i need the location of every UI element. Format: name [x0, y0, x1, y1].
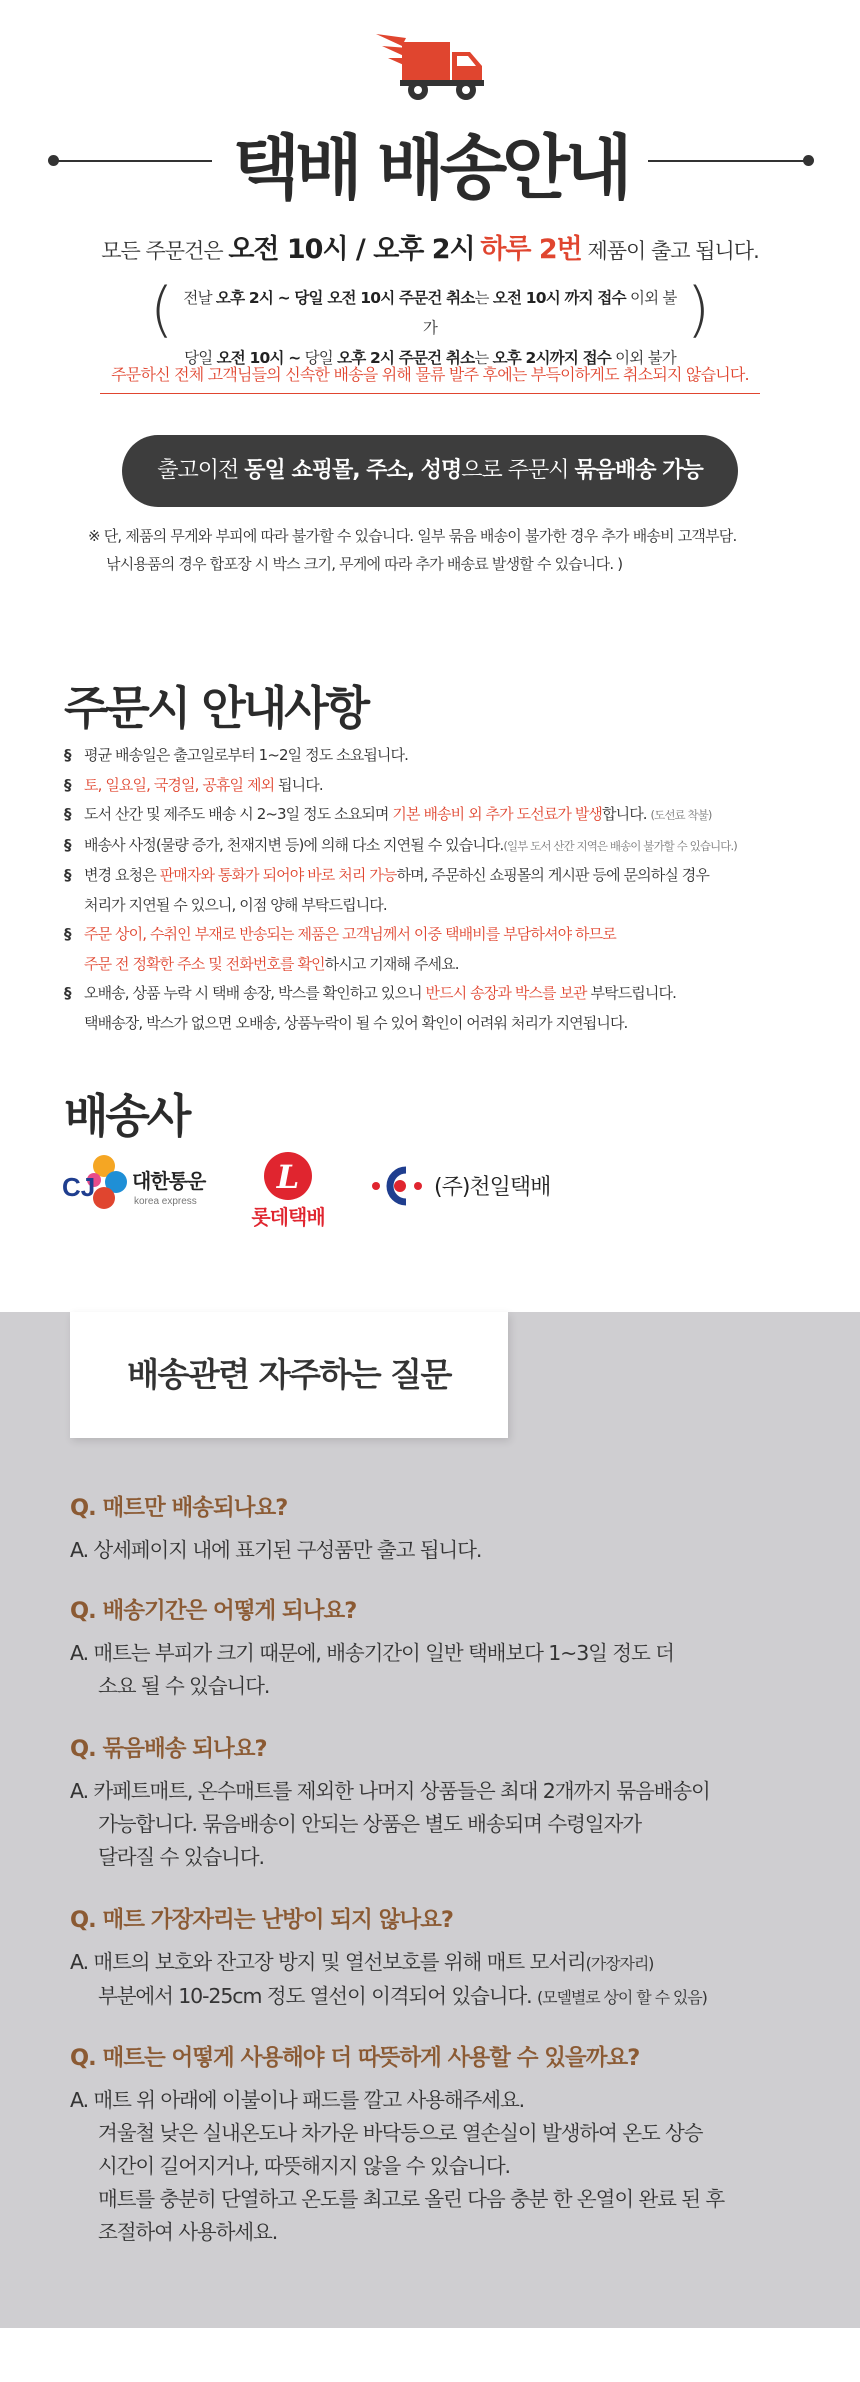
rule-text: 합니다. — [602, 805, 647, 823]
rule-item — [64, 831, 844, 862]
lead-time: 오전 10시 / 오후 2시 — [228, 234, 475, 265]
faq-question: Q. 매트만 배송되나요? — [70, 1495, 288, 1521]
cancel-rule-1-e: 이외 불가 — [422, 289, 677, 337]
cancel-rule-2-b: 오전 10시 ~ — [216, 349, 301, 367]
lead-suffix: 제품이 출고 됩니다. — [587, 239, 759, 263]
cj-sub-text: korea express — [134, 1196, 197, 1207]
faq-item — [70, 1902, 810, 2014]
title-row — [0, 118, 860, 218]
lead-prefix: 모든 주문건은 — [101, 239, 223, 263]
cancel-rule-2-f: 오후 2시까지 접수 — [492, 349, 611, 367]
rule-text: 도서 산간 및 제주도 배송 시 2~3일 정도 소요되며 — [84, 805, 389, 823]
lead-twice: 하루 2번 — [480, 234, 582, 265]
cancel-rule-2-e: 는 — [474, 349, 489, 367]
faq-item — [70, 2040, 810, 2249]
cancel-rule-1-a: 전날 — [183, 289, 212, 307]
faq-question: Q. 배송기간은 어떻게 되나요? — [70, 1598, 357, 1624]
section-symbol: § — [64, 805, 71, 823]
rule-text: 배송사 사정(물량 증가, 천재지변 등)에 의해 다소 지연될 수 있습니다. — [84, 835, 504, 854]
rule-text: 부탁드립니다. — [590, 984, 676, 1002]
no-cancel-notice: 주문하신 전체 고객님들의 신속한 배송을 위해 물류 발주 후에는 부득이하게도 취소되지 않습니다. — [100, 362, 760, 394]
faq-answer-line: 시간이 길어지거나, 따뜻해지지 않을 수 있습니다. — [98, 2154, 510, 2178]
rule-item — [64, 920, 844, 979]
faq-answer-text: 부분에서 10-25cm 정도 열선이 이격되어 있습니다. — [98, 1984, 532, 2008]
section-symbol: § — [64, 866, 71, 884]
faq-answer-line: A. 매트 위 아래에 이불이나 패드를 깔고 사용해주세요. — [70, 2088, 525, 2112]
chunil-name-text: (주)천일택배 — [434, 1175, 551, 1200]
faq-answer-line: 조절하여 사용하세요. — [98, 2220, 278, 2244]
rule-text: 변경 요청은 — [84, 866, 156, 884]
rule-highlight: 판매자와 통화가 되어야 바로 처리 가능 — [159, 866, 397, 884]
rule-item — [64, 741, 844, 771]
faq-question: Q. 매트는 어떻게 사용해야 더 따뜻하게 사용할 수 있을까요? — [70, 2045, 640, 2071]
cancel-rule-1-c: 는 — [474, 289, 489, 307]
rule-continuation — [64, 950, 844, 980]
faq-question: Q. 묶음배송 되나요? — [70, 1736, 267, 1762]
lotte-mark-text: L — [276, 1158, 300, 1196]
bundle-shipping-banner — [122, 435, 738, 507]
faq-answer-line: 소요 될 수 있습니다. — [98, 1674, 270, 1698]
cancel-rule-2-d: 오후 2시 주문건 취소 — [337, 349, 475, 367]
rule-small-note: (도선료 착불) — [650, 808, 712, 822]
left-parenthesis: ( — [150, 275, 174, 345]
order-notice-heading: 주문시 안내사항 — [64, 681, 368, 735]
rule-text: 됩니다. — [278, 775, 323, 794]
faq-answer-line: 겨울철 낮은 실내온도나 차가운 바닥등으로 열손실이 발생하여 온도 상승 — [98, 2121, 703, 2145]
section-symbol: § — [64, 984, 71, 1002]
faq-answer — [70, 1775, 810, 1874]
faq-item — [70, 1593, 810, 1703]
rule-continuation: 택배송장, 박스가 없으면 오배송, 상품누락이 될 수 있어 확인이 어려워 처리가 지연됩니다. — [84, 1013, 628, 1032]
order-notice-list — [64, 741, 844, 1038]
faq-answer-small: (가장자리) — [585, 1954, 654, 1973]
delivery-truck-icon — [372, 28, 488, 106]
carrier-logos — [60, 1150, 660, 1230]
cancel-rule-2-c: 당일 — [304, 349, 333, 367]
bundle-condition: 동일 쇼핑몰, 주소, 성명 — [244, 458, 462, 483]
chunil-logo — [370, 1166, 630, 1206]
bundle-footnote — [88, 522, 818, 578]
cj-mark-text: CJ — [62, 1172, 96, 1202]
right-parenthesis: ) — [686, 275, 710, 345]
section-symbol: § — [64, 746, 71, 764]
rule-text: 오배송, 상품 누락 시 택배 송장, 박스를 확인하고 있으니 — [84, 984, 422, 1002]
cj-name-text: 대한통운 — [132, 1169, 206, 1193]
page-title: 택배 배송안내 — [232, 127, 628, 209]
section-symbol: § — [64, 775, 71, 794]
faq-answer-line: A. 매트는 부피가 크기 때문에, 배송기간이 일반 택배보다 1~3일 정도 더 — [70, 1641, 674, 1665]
carriers-heading: 배송사 — [64, 1089, 189, 1143]
cancel-rule-2-g: 이외 불가 — [615, 349, 676, 367]
faq-item — [70, 1490, 810, 1567]
lotte-name-text: 롯데택배 — [251, 1205, 325, 1229]
faq-heading-card — [70, 1312, 508, 1438]
rule-text: 하며, 주문하신 쇼핑몰의 게시판 등에 문의하실 경우 — [396, 866, 709, 884]
footnote-line-1: ※ 단, 제품의 무게와 부피에 따라 불가할 수 있습니다. 일부 묶음 배송이 불가한 경우 추가 배송비 고객부담. — [88, 527, 737, 545]
rule-item — [64, 800, 844, 831]
cancel-rules-box — [150, 275, 710, 367]
faq-item — [70, 1731, 810, 1874]
cancel-rules-text — [180, 283, 680, 373]
faq-answer — [70, 2084, 810, 2249]
section-symbol: § — [64, 925, 71, 943]
faq-answer-line: 달라질 수 있습니다. — [98, 1845, 264, 1869]
faq-answer-line: A. 상세페이지 내에 표기된 구성품만 출고 됩니다. — [70, 1538, 482, 1562]
section-symbol: § — [64, 835, 71, 854]
faq-answer-line: 매트를 충분히 단열하고 온도를 최고로 올린 다음 충분 한 온열이 완료 된 후 — [98, 2187, 725, 2211]
rule-small-note: (일부 도서 산간 지역은 배송이 불가할 수 있습니다.) — [503, 838, 737, 853]
shipping-schedule-lead — [0, 233, 860, 268]
rule-item — [64, 979, 844, 1038]
footnote-line-2: 낚시용품의 경우 합포장 시 박스 크기, 무게에 따라 추가 배송료 발생할 수 있습니다. ) — [106, 555, 623, 573]
rule-continuation: 처리가 지연될 수 있으니, 이점 양해 부탁드립니다. — [84, 895, 387, 914]
bundle-available: 묶음배송 가능 — [574, 458, 703, 483]
faq-question: Q. 매트 가장자리는 난방이 되지 않나요? — [70, 1907, 453, 1933]
rule-text: 평균 배송일은 출고일로부터 1~2일 정도 소요됩니다. — [84, 746, 408, 764]
faq-answer — [70, 1637, 810, 1703]
bundle-middle: 으로 주문시 — [461, 458, 569, 483]
rule-text: 하시고 기재해 주세요. — [324, 954, 459, 973]
rule-highlight: 주문 상이, 수취인 부재로 반송되는 제품은 고객님께서 이중 택배비를 부담하셔야 하므로 — [84, 925, 616, 943]
cancel-rule-2-a: 당일 — [184, 349, 213, 367]
rule-item — [64, 771, 844, 801]
cancel-rule-1-d: 오전 10시 까지 접수 — [492, 289, 626, 307]
faq-heading: 배송관련 자주하는 질문 — [127, 1355, 451, 1394]
faq-answer-line: 가능합니다. 묶음배송이 안되는 상품은 별도 배송되며 수령일자가 — [98, 1812, 641, 1836]
bundle-prefix: 출고이전 — [157, 458, 239, 483]
cancel-rule-line-1 — [180, 283, 680, 343]
faq-answer — [70, 1946, 810, 2014]
rule-highlight: 주문 전 정확한 주소 및 전화번호를 확인 — [84, 954, 325, 973]
faq-answer-line: A. 매트의 보호와 잔고장 방지 및 열선보호를 위해 매트 모서리 — [70, 1950, 586, 1974]
rule-highlight: 토, 일요일, 국경일, 공휴일 제외 — [84, 775, 275, 794]
lotte-logo — [242, 1150, 352, 1230]
cj-korea-express-logo — [60, 1152, 220, 1222]
rule-highlight: 기본 배송비 외 추가 도선료가 발생 — [392, 805, 603, 823]
faq-answer-small: (모델별로 상이 할 수 있음) — [536, 1988, 707, 2007]
faq-answer — [70, 1534, 810, 1567]
cancel-rule-1-b: 오후 2시 ~ 당일 오전 10시 주문건 취소 — [215, 289, 475, 307]
rule-item — [64, 861, 844, 920]
rule-highlight: 반드시 송장과 박스를 보관 — [425, 984, 587, 1002]
faq-answer-line: A. 카페트매트, 온수매트를 제외한 나머지 상품들은 최대 2개까지 묶음배송이 — [70, 1779, 710, 1803]
faq-answer-line — [98, 1980, 810, 2014]
